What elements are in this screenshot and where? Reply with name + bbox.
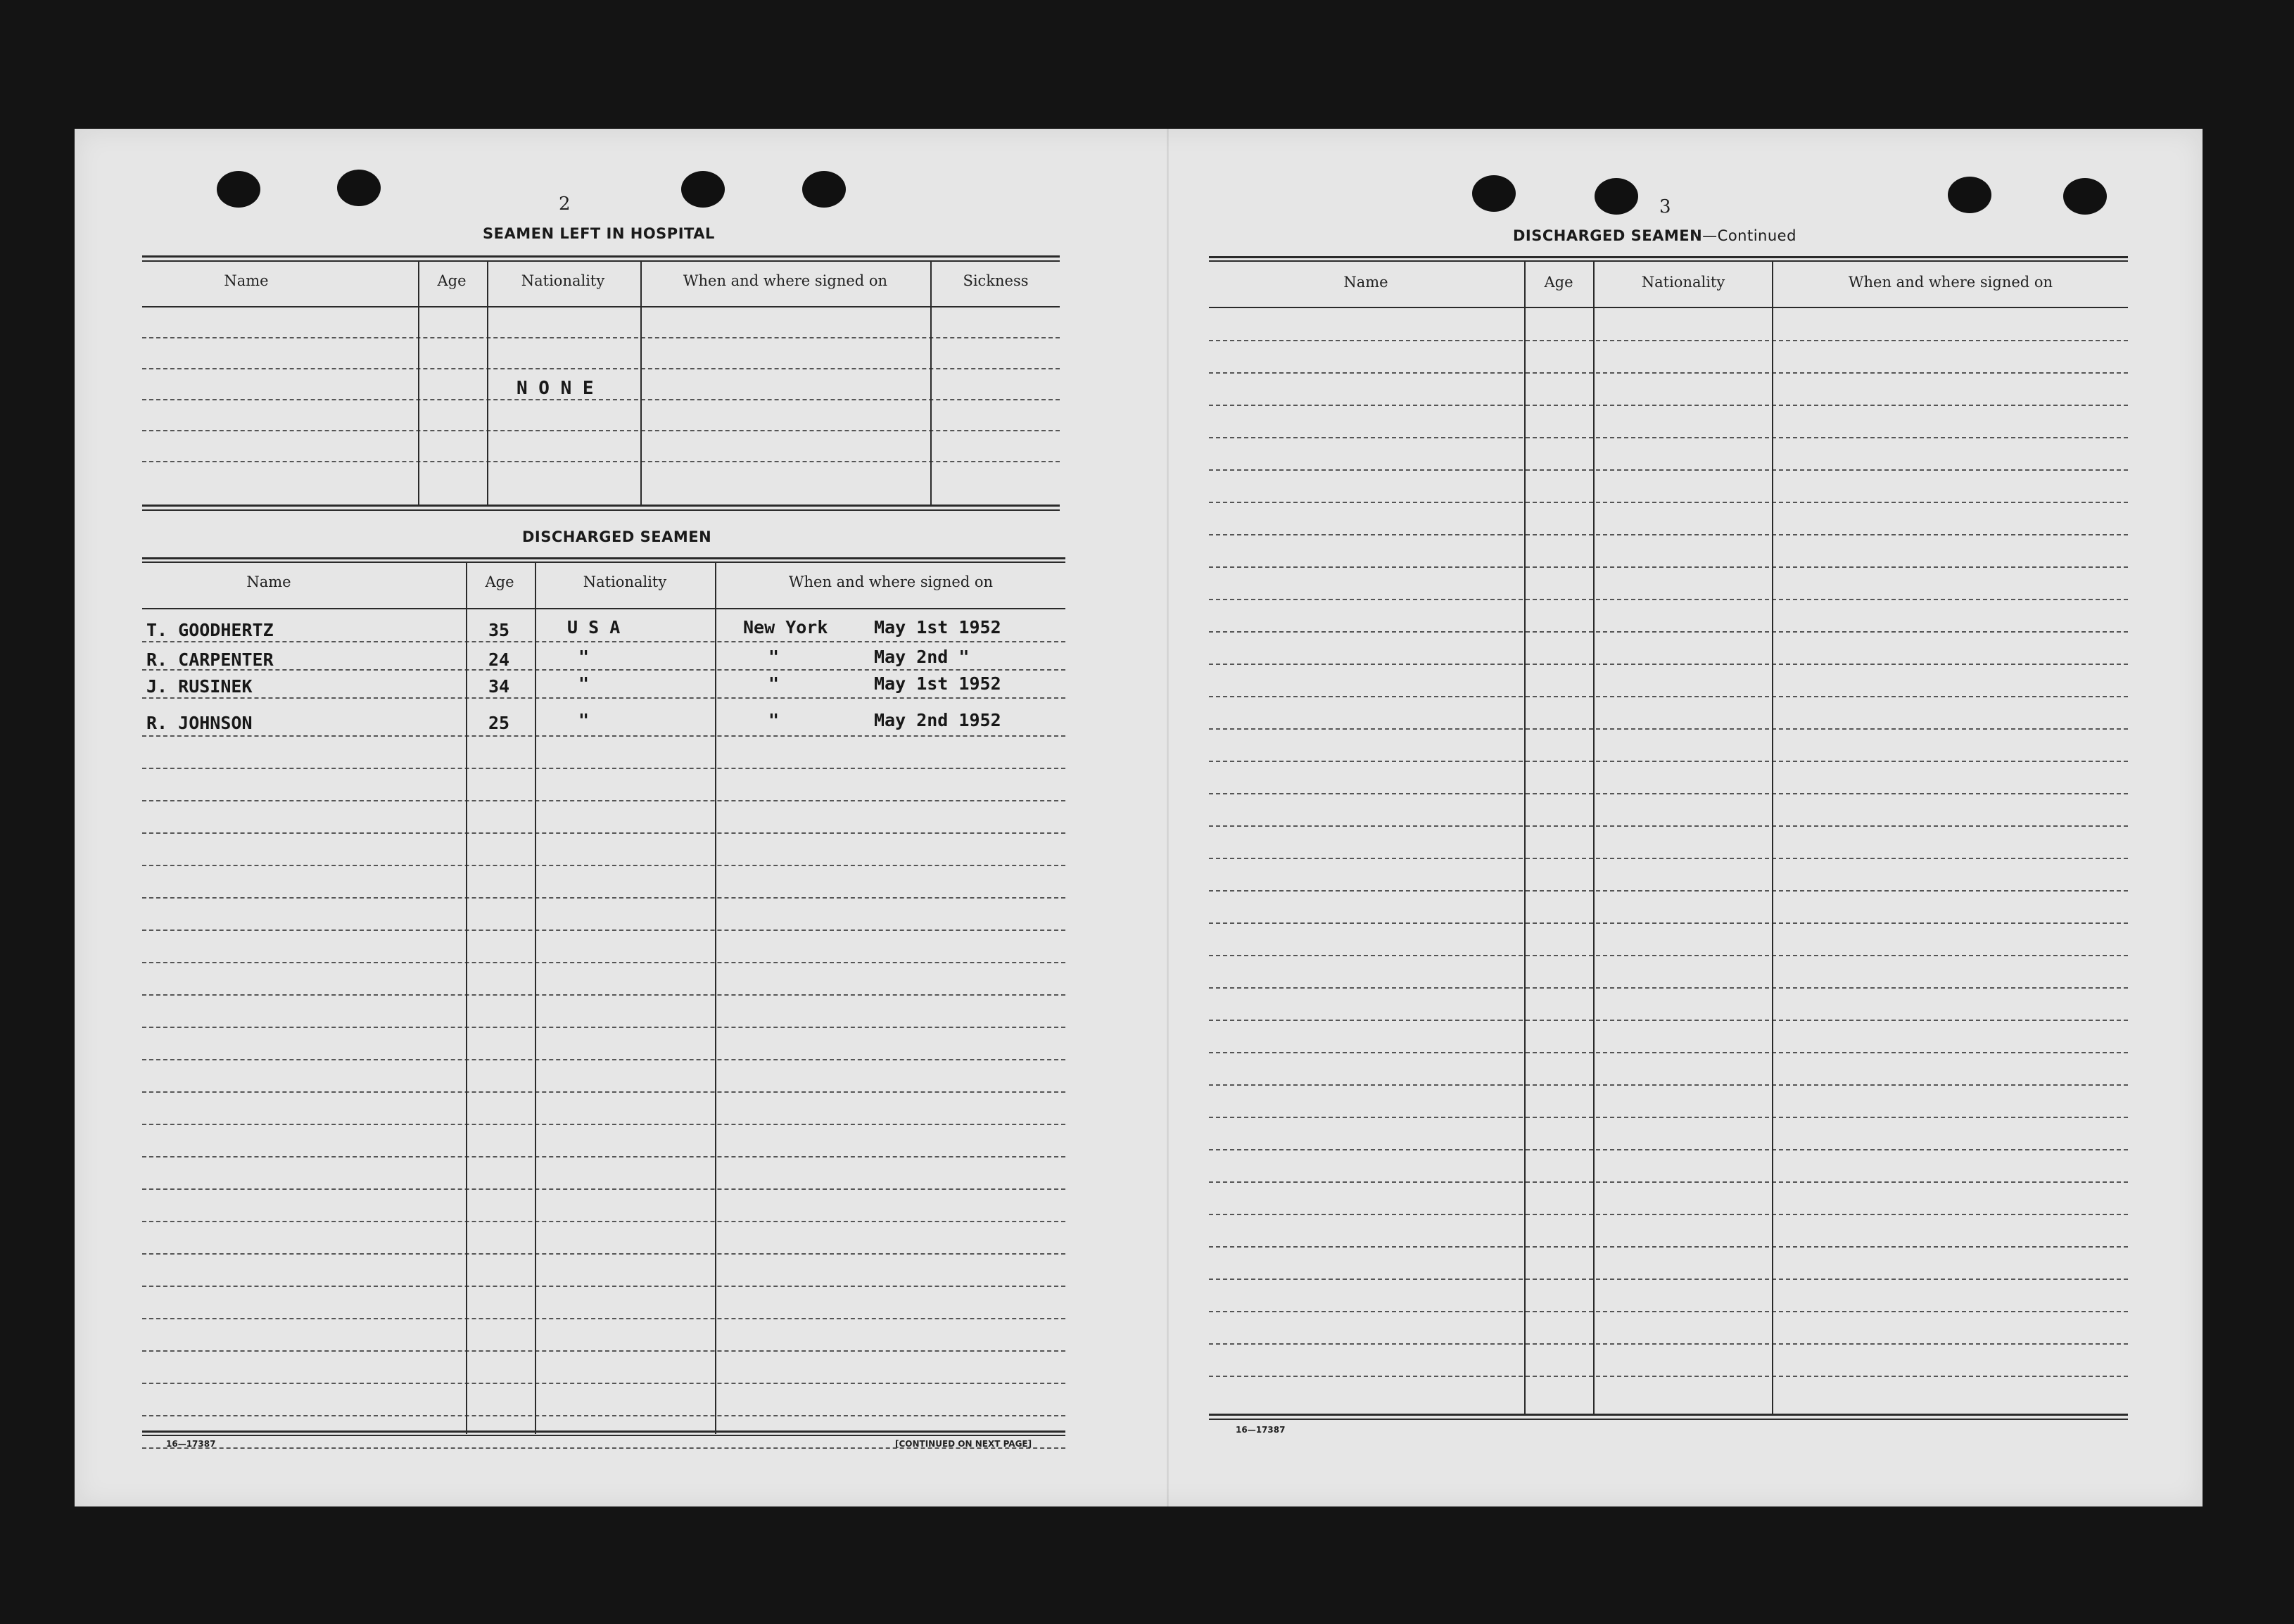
col-header-age: Age [1544,274,1573,291]
signed-on-date: May 2nd " [874,647,970,667]
col-header-signed-on: When and where signed on [788,573,994,590]
form-number: 16—17387 [166,1439,216,1449]
seaman-name: R. JOHNSON [146,713,253,733]
signed-on-date: May 1st 1952 [874,617,1001,637]
col-header-nationality: Nationality [1641,274,1725,291]
seaman-name: J. RUSINEK [146,676,253,697]
seaman-nationality: U S A [567,617,621,637]
seaman-name: R. CARPENTER [146,649,274,670]
punch-hole [802,171,846,208]
signed-on-place: " [768,673,780,694]
col-header-signed-on: When and where signed on [1848,274,2053,291]
hospital-none-entry: N O N E [517,378,594,399]
page-number: 2 [559,194,571,215]
col-header-age: Age [437,272,467,289]
seaman-name: T. GOODHERTZ [146,620,274,640]
form-number: 16—17387 [1236,1425,1286,1435]
seaman-nationality: " [578,710,590,730]
col-header-nationality: Nationality [583,573,667,590]
continued-note: [CONTINUED ON NEXT PAGE] [895,1439,1032,1449]
seaman-age: 24 [488,649,510,670]
seaman-age: 35 [488,620,510,640]
col-header-name: Name [1343,274,1388,291]
punch-hole [681,171,725,208]
page-number: 3 [1659,196,1671,217]
col-header-age: Age [485,573,514,590]
signed-on-date: May 2nd 1952 [874,710,1001,730]
hospital-section-title: SEAMEN LEFT IN HOSPITAL [483,225,715,242]
seaman-nationality: " [578,647,590,667]
seaman-age: 25 [488,713,510,733]
col-header-signed-on: When and where signed on [683,272,888,289]
punch-hole [2063,178,2107,215]
seaman-age: 34 [488,676,510,697]
title-main: DISCHARGED SEAMEN [1513,227,1703,244]
col-header-name: Name [224,272,269,289]
punch-hole [217,171,260,208]
page-fold [1167,129,1169,1506]
signed-on-date: May 1st 1952 [874,673,1001,694]
col-header-sickness: Sickness [963,272,1029,289]
signed-on-place: " [768,710,780,730]
punch-hole [337,170,381,206]
discharged-continued-title [1513,227,1796,244]
title-continued: —Continued [1702,227,1796,244]
punch-hole [1595,178,1638,215]
signed-on-place: New York [743,617,828,637]
punch-hole [1948,177,1991,213]
punch-hole [1472,175,1516,212]
signed-on-place: " [768,647,780,667]
seaman-nationality: " [578,673,590,694]
manifest-sheet [75,129,2203,1506]
discharged-section-title: DISCHARGED SEAMEN [522,528,712,545]
col-header-name: Name [246,573,291,590]
col-header-nationality: Nationality [521,272,605,289]
